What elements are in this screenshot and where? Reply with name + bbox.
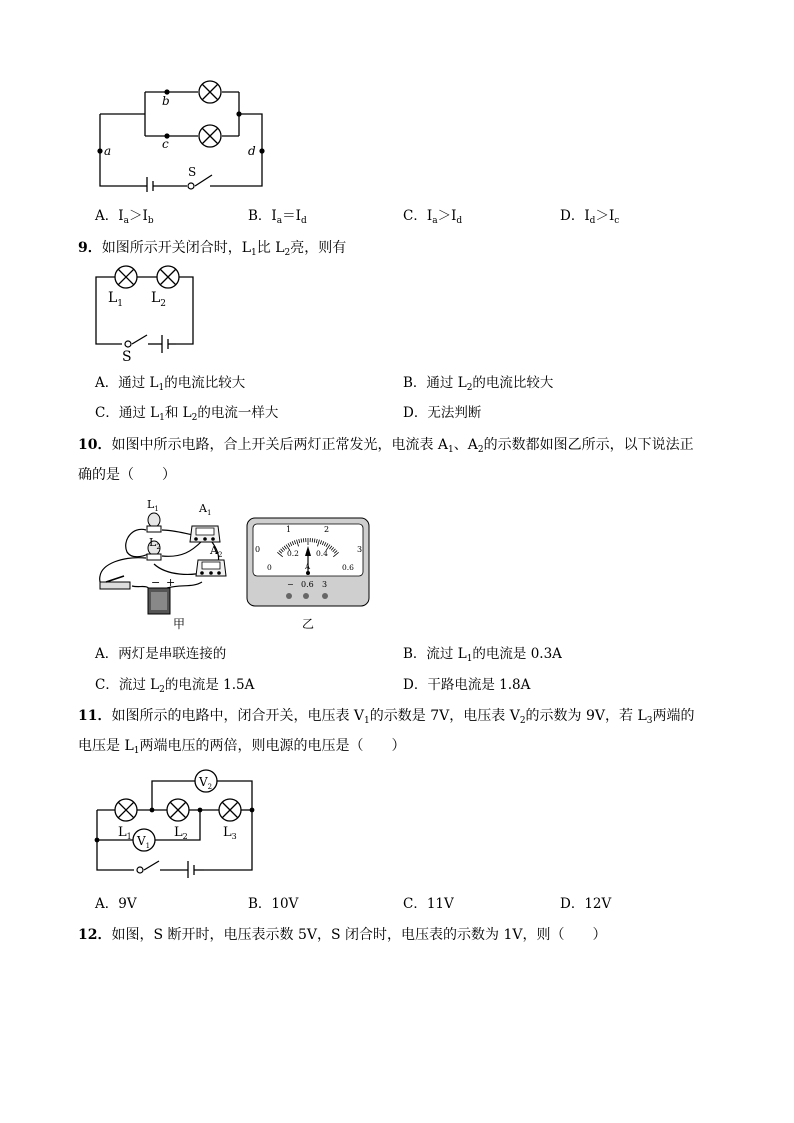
q10-ammeter-a1 — [190, 526, 220, 542]
q8-label-c: c — [162, 137, 169, 151]
q12-stem: 12．如图，S 断开时，电压表示数 5V，S 闭合时，电压表的示数为 1V，则（ ） — [78, 927, 607, 943]
svg-text:A2: $A_2$ — [210, 544, 223, 559]
q10-knife-switch — [100, 576, 130, 589]
q8-circuit-diagram — [95, 72, 270, 192]
svg-text:L1: $L_1$ — [147, 498, 159, 513]
svg-text:3: 3 — [357, 545, 363, 554]
svg-text:0.4: 0.4 — [316, 549, 328, 558]
q10-option-c[interactable]: C．流过 $L_2$的电流是 1.5A — [95, 677, 255, 695]
q9-lamp-l1 — [115, 266, 137, 288]
svg-text:L2: $L_2$ — [174, 825, 188, 841]
q10-ammeter-dial — [245, 516, 375, 634]
q10-ammeter-a2 — [196, 560, 226, 576]
q11-option-c[interactable]: C．11V — [403, 896, 454, 912]
svg-text:−: − — [151, 576, 161, 589]
q10-bulb-l1 — [147, 513, 161, 532]
q8-lamp-top — [199, 81, 221, 103]
svg-text:甲: 甲 — [173, 617, 186, 631]
svg-text:0: 0 — [255, 545, 261, 554]
q8-label-b: b — [162, 94, 170, 108]
q8-option-d[interactable]: D．$I_d>I_c$ — [560, 208, 620, 226]
q11-lamp-l2 — [167, 799, 189, 821]
svg-text:3: 3 — [322, 580, 328, 589]
q10-stem-line1: 10．如图中所示电路，合上开关后两灯正常发光，电流表 $A_1$、$A_2$的示数都如图乙所示，以下说法正 — [78, 437, 694, 455]
q10-option-d[interactable]: D．干路电流是 1.8A — [403, 677, 531, 693]
q11-circuit-diagram — [92, 766, 257, 878]
svg-text:L2: $L_2$ — [149, 536, 161, 551]
q10-option-a[interactable]: A．两灯是串联连接的 — [95, 646, 227, 662]
q11-voltmeter-v2 — [195, 770, 217, 792]
q11-option-a[interactable]: A．9V — [95, 896, 137, 912]
q8-label-a: a — [104, 144, 112, 158]
q8-option-c[interactable]: C．$I_a>I_d$ — [403, 208, 463, 226]
q8-lamp-bottom — [199, 125, 221, 147]
svg-text:+: + — [166, 576, 176, 589]
q11-option-d[interactable]: D．12V — [560, 896, 612, 912]
svg-text:S: S — [122, 349, 132, 365]
q10-battery — [148, 588, 170, 614]
q9-lamp-l2 — [157, 266, 179, 288]
svg-text:2: 2 — [324, 525, 330, 534]
svg-text:A1: $A_1$ — [199, 502, 212, 517]
q10-option-b[interactable]: B．流过 $L_1$的电流是 0.3A — [403, 646, 562, 664]
q9-circuit-diagram — [92, 262, 200, 366]
q8-option-b[interactable]: B．$I_a=I_d$ — [248, 208, 307, 226]
svg-text:0: 0 — [267, 563, 272, 572]
svg-text:A: A — [305, 563, 311, 571]
q11-voltmeter-v1 — [133, 829, 155, 851]
q9-option-a[interactable]: A．通过 $L_1$的电流比较大 — [95, 375, 246, 393]
svg-text:−: − — [287, 580, 294, 589]
svg-text:0.6: 0.6 — [342, 563, 354, 572]
q8-option-a[interactable]: A．$I_a>I_b$ — [95, 208, 154, 226]
q9-option-c[interactable]: C．通过 $L_1$和 $L_2$的电流一样大 — [95, 405, 279, 423]
q11-option-b[interactable]: B．10V — [248, 896, 299, 912]
svg-text:0.6: 0.6 — [301, 580, 314, 589]
q11-lamp-l3 — [219, 799, 241, 821]
q9-option-b[interactable]: B．通过 $L_2$的电流比较大 — [403, 375, 554, 393]
q10-stem-line2: 确的是（ ） — [78, 467, 176, 483]
svg-text:乙: 乙 — [302, 617, 315, 631]
q10-physical-circuit — [92, 496, 240, 632]
svg-text:L2: $L_2$ — [151, 290, 167, 309]
q8-label-s: S — [188, 165, 197, 179]
svg-text:0.2: 0.2 — [287, 549, 299, 558]
svg-text:L1: $L_1$ — [118, 825, 132, 841]
svg-text:V1: $V_1$ — [137, 834, 151, 850]
svg-text:1: 1 — [286, 525, 292, 534]
q11-stem-line2: 电压是 $L_1$两端电压的两倍，则电源的电压是（ ） — [78, 738, 406, 756]
q9-stem: 9．如图所示开关闭合时，$L_1$比 $L_2$亮，则有 — [78, 240, 347, 258]
q11-stem-line1: 11．如图所示的电路中，闭合开关，电压表 $V_1$的示数是 7V，电压表 $V_2$的示数为 9V，若 $L_3$两端的 — [78, 708, 695, 726]
svg-text:L3: $L_3$ — [223, 825, 237, 841]
svg-text:L1: $L_1$ — [108, 290, 124, 309]
q8-label-d: d — [248, 144, 256, 158]
svg-text:V2: $V_2$ — [199, 775, 213, 791]
q9-option-d[interactable]: D．无法判断 — [403, 405, 482, 421]
q11-lamp-l1 — [115, 799, 137, 821]
